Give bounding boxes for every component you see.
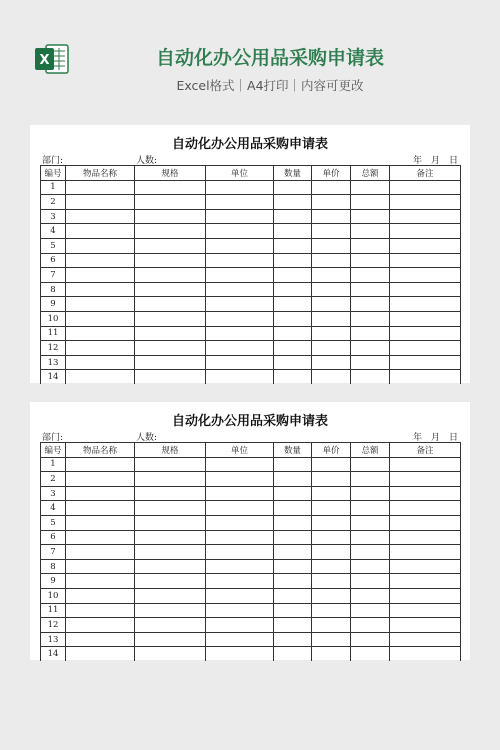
table-cell: [274, 355, 312, 370]
col-number-header: 编号: [41, 443, 66, 458]
table-cell: [312, 282, 351, 297]
row-number-cell: 5: [41, 238, 66, 253]
table-cell: [135, 501, 206, 516]
table-cell: [206, 588, 274, 603]
table-cell: [390, 253, 461, 268]
table-row: [41, 559, 461, 574]
table-row: [41, 515, 461, 530]
row-number-cell: 10: [41, 588, 66, 603]
table-cell: [135, 574, 206, 589]
table-cell: [206, 180, 274, 195]
people-count-label: 人数:: [136, 156, 158, 166]
row-number-cell: 9: [41, 574, 66, 589]
table-cell: [390, 632, 461, 647]
table-cell: [351, 545, 390, 560]
table-cell: [135, 311, 206, 326]
table-cell: [274, 559, 312, 574]
table-cell: [351, 472, 390, 487]
table-cell: [66, 457, 135, 472]
table-header-row: [41, 443, 461, 458]
table-cell: [351, 224, 390, 239]
row-number-cell: 6: [41, 253, 66, 268]
table-row: [41, 326, 461, 341]
table-cell: [274, 501, 312, 516]
table-cell: [206, 209, 274, 224]
table-cell: [135, 326, 206, 341]
table-cell: [206, 253, 274, 268]
table-cell: [274, 632, 312, 647]
table-cell: [135, 603, 206, 618]
row-number-cell: 11: [41, 603, 66, 618]
table-cell: [312, 501, 351, 516]
table-cell: [135, 209, 206, 224]
table-cell: [135, 588, 206, 603]
table-cell: [390, 647, 461, 661]
col-spec-header: 规格: [135, 166, 206, 181]
table-cell: [312, 530, 351, 545]
table-cell: [351, 209, 390, 224]
row-number-cell: 7: [41, 545, 66, 560]
table-cell: [274, 515, 312, 530]
table-cell: [206, 545, 274, 560]
form-sheet-2: [30, 402, 470, 660]
table-cell: [66, 224, 135, 239]
row-number-cell: 2: [41, 472, 66, 487]
page-header: [0, 0, 500, 110]
table-cell: [351, 311, 390, 326]
table-cell: [390, 530, 461, 545]
table-cell: [312, 588, 351, 603]
table-cell: [135, 618, 206, 633]
row-number-cell: 12: [41, 618, 66, 633]
table-cell: [390, 370, 461, 384]
row-number-cell: 11: [41, 326, 66, 341]
table-cell: [351, 618, 390, 633]
table-cell: [135, 370, 206, 384]
table-cell: [135, 457, 206, 472]
table-cell: [135, 355, 206, 370]
table-cell: [351, 355, 390, 370]
table-cell: [135, 180, 206, 195]
table-row: [41, 618, 461, 633]
table-cell: [66, 574, 135, 589]
table-cell: [312, 603, 351, 618]
table-cell: [351, 530, 390, 545]
table-header-row: [41, 166, 461, 181]
table-cell: [135, 238, 206, 253]
table-cell: [351, 603, 390, 618]
table-cell: [206, 224, 274, 239]
table-cell: [135, 545, 206, 560]
table-cell: [66, 341, 135, 356]
table-cell: [66, 180, 135, 195]
table-cell: [135, 472, 206, 487]
table-cell: [274, 603, 312, 618]
table-row: [41, 180, 461, 195]
table-cell: [66, 559, 135, 574]
table-cell: [274, 341, 312, 356]
table-cell: [66, 282, 135, 297]
table-cell: [351, 268, 390, 283]
table-cell: [274, 545, 312, 560]
date-label: 年 月 日: [412, 156, 458, 166]
table-cell: [274, 238, 312, 253]
table-cell: [312, 472, 351, 487]
row-number-cell: 8: [41, 282, 66, 297]
col-quantity-header: 数量: [274, 166, 312, 181]
table-row: [41, 209, 461, 224]
col-total-header: 总额: [351, 443, 390, 458]
table-cell: [206, 559, 274, 574]
row-number-cell: 7: [41, 268, 66, 283]
table-cell: [274, 370, 312, 384]
table-cell: [312, 180, 351, 195]
page-title: 自动化办公用品采购申请表: [155, 47, 384, 69]
table-cell: [66, 603, 135, 618]
table-cell: [206, 486, 274, 501]
col-quantity-header: 数量: [274, 443, 312, 458]
purchase-table: [40, 442, 461, 661]
col-remarks-header: 备注: [390, 166, 461, 181]
table-cell: [274, 209, 312, 224]
table-cell: [66, 618, 135, 633]
table-cell: [66, 238, 135, 253]
table-cell: [274, 618, 312, 633]
table-cell: [66, 209, 135, 224]
table-cell: [312, 311, 351, 326]
table-cell: [312, 297, 351, 312]
table-cell: [390, 588, 461, 603]
table-cell: [274, 530, 312, 545]
table-cell: [312, 370, 351, 384]
table-cell: [206, 355, 274, 370]
table-cell: [206, 297, 274, 312]
table-cell: [206, 268, 274, 283]
row-number-cell: 3: [41, 209, 66, 224]
table-cell: [135, 632, 206, 647]
table-cell: [390, 180, 461, 195]
table-cell: [66, 588, 135, 603]
form-sheet-1: [30, 125, 470, 383]
table-cell: [66, 195, 135, 210]
table-cell: [390, 224, 461, 239]
department-label: 部门:: [42, 433, 64, 443]
table-cell: [312, 545, 351, 560]
table-cell: [390, 618, 461, 633]
table-cell: [312, 647, 351, 661]
row-number-cell: 6: [41, 530, 66, 545]
table-cell: [351, 326, 390, 341]
table-cell: [135, 530, 206, 545]
table-cell: [135, 647, 206, 661]
table-cell: [206, 472, 274, 487]
table-cell: [135, 297, 206, 312]
table-cell: [206, 238, 274, 253]
table-cell: [312, 559, 351, 574]
table-cell: [312, 341, 351, 356]
table-cell: [312, 515, 351, 530]
table-cell: [351, 238, 390, 253]
col-number-header: 编号: [41, 166, 66, 181]
table-cell: [66, 297, 135, 312]
table-cell: [390, 515, 461, 530]
department-label: 部门:: [42, 156, 64, 166]
row-number-cell: 12: [41, 341, 66, 356]
table-row: [41, 632, 461, 647]
table-row: [41, 574, 461, 589]
table-row: [41, 341, 461, 356]
table-cell: [274, 486, 312, 501]
table-cell: [312, 253, 351, 268]
table-cell: [135, 341, 206, 356]
table-cell: [390, 238, 461, 253]
table-cell: [390, 268, 461, 283]
table-cell: [66, 501, 135, 516]
table-row: [41, 224, 461, 239]
table-cell: [274, 588, 312, 603]
date-label: 年 月 日: [412, 433, 458, 443]
row-number-cell: 10: [41, 311, 66, 326]
row-number-cell: 8: [41, 559, 66, 574]
table-cell: [390, 297, 461, 312]
table-cell: [390, 282, 461, 297]
table-cell: [274, 574, 312, 589]
table-cell: [351, 515, 390, 530]
table-cell: [312, 326, 351, 341]
table-cell: [135, 195, 206, 210]
table-row: [41, 603, 461, 618]
table-cell: [66, 632, 135, 647]
table-row: [41, 545, 461, 560]
table-cell: [206, 632, 274, 647]
table-cell: [274, 457, 312, 472]
table-cell: [312, 486, 351, 501]
col-unit-header: 单位: [206, 166, 274, 181]
table-cell: [312, 268, 351, 283]
table-cell: [66, 268, 135, 283]
row-number-cell: 14: [41, 370, 66, 384]
table-cell: [274, 180, 312, 195]
table-cell: [66, 647, 135, 661]
table-cell: [66, 515, 135, 530]
table-cell: [206, 603, 274, 618]
col-total-header: 总额: [351, 166, 390, 181]
table-cell: [312, 618, 351, 633]
col-remarks-header: 备注: [390, 443, 461, 458]
table-cell: [351, 647, 390, 661]
table-cell: [274, 195, 312, 210]
table-cell: [312, 195, 351, 210]
table-cell: [206, 370, 274, 384]
col-item-name-header: 物品名称: [66, 443, 135, 458]
table-cell: [390, 545, 461, 560]
table-cell: [390, 603, 461, 618]
table-cell: [66, 355, 135, 370]
table-row: [41, 501, 461, 516]
table-cell: [351, 632, 390, 647]
table-cell: [390, 486, 461, 501]
table-cell: [312, 457, 351, 472]
table-row: [41, 457, 461, 472]
table-cell: [351, 588, 390, 603]
table-row: [41, 370, 461, 384]
table-cell: [351, 574, 390, 589]
col-unit-price-header: 单价: [312, 166, 351, 181]
row-number-cell: 3: [41, 486, 66, 501]
table-cell: [351, 486, 390, 501]
table-cell: [274, 311, 312, 326]
table-cell: [135, 486, 206, 501]
people-count-label: 人数:: [136, 433, 158, 443]
table-cell: [390, 195, 461, 210]
table-cell: [135, 253, 206, 268]
col-unit-header: 单位: [206, 443, 274, 458]
table-cell: [312, 224, 351, 239]
table-cell: [390, 311, 461, 326]
table-row: [41, 282, 461, 297]
table-cell: [390, 326, 461, 341]
table-cell: [274, 297, 312, 312]
table-cell: [206, 501, 274, 516]
purchase-table: [40, 165, 461, 384]
table-cell: [66, 530, 135, 545]
table-row: [41, 588, 461, 603]
row-number-cell: 13: [41, 355, 66, 370]
table-cell: [312, 632, 351, 647]
table-cell: [390, 341, 461, 356]
table-cell: [390, 574, 461, 589]
table-cell: [206, 530, 274, 545]
table-cell: [390, 457, 461, 472]
table-cell: [274, 472, 312, 487]
table-cell: [206, 326, 274, 341]
table-cell: [135, 268, 206, 283]
table-cell: [351, 341, 390, 356]
row-number-cell: 4: [41, 501, 66, 516]
table-cell: [206, 574, 274, 589]
table-cell: [66, 253, 135, 268]
table-cell: [390, 209, 461, 224]
table-cell: [312, 355, 351, 370]
table-cell: [206, 311, 274, 326]
page-subtitle: Excel格式｜A4打印｜内容可更改: [176, 78, 364, 93]
col-spec-header: 规格: [135, 443, 206, 458]
row-number-cell: 1: [41, 180, 66, 195]
table-cell: [312, 238, 351, 253]
table-cell: [351, 370, 390, 384]
row-number-cell: 1: [41, 457, 66, 472]
row-number-cell: 2: [41, 195, 66, 210]
table-cell: [135, 515, 206, 530]
row-number-cell: 4: [41, 224, 66, 239]
table-cell: [135, 282, 206, 297]
table-cell: [206, 282, 274, 297]
table-cell: [274, 224, 312, 239]
sheet-title: 自动化办公用品采购申请表: [171, 414, 328, 429]
table-cell: [135, 224, 206, 239]
table-cell: [135, 559, 206, 574]
table-cell: [206, 195, 274, 210]
table-cell: [312, 574, 351, 589]
table-cell: [390, 472, 461, 487]
table-row: [41, 238, 461, 253]
table-cell: [66, 472, 135, 487]
table-row: [41, 355, 461, 370]
table-cell: [390, 355, 461, 370]
table-cell: [66, 311, 135, 326]
table-cell: [274, 253, 312, 268]
logo-letter: X: [39, 53, 50, 68]
col-item-name-header: 物品名称: [66, 166, 135, 181]
table-cell: [206, 618, 274, 633]
row-number-cell: 14: [41, 647, 66, 661]
table-cell: [274, 268, 312, 283]
table-cell: [351, 180, 390, 195]
row-number-cell: 5: [41, 515, 66, 530]
table-row: [41, 268, 461, 283]
table-cell: [274, 282, 312, 297]
table-cell: [274, 647, 312, 661]
table-cell: [351, 297, 390, 312]
table-cell: [66, 545, 135, 560]
table-cell: [66, 370, 135, 384]
sheet-title: 自动化办公用品采购申请表: [171, 137, 328, 152]
table-row: [41, 311, 461, 326]
col-unit-price-header: 单价: [312, 443, 351, 458]
table-cell: [351, 282, 390, 297]
table-row: [41, 472, 461, 487]
table-cell: [66, 486, 135, 501]
table-cell: [206, 647, 274, 661]
table-row: [41, 253, 461, 268]
table-cell: [390, 501, 461, 516]
table-cell: [351, 195, 390, 210]
table-cell: [206, 457, 274, 472]
table-cell: [66, 326, 135, 341]
table-cell: [206, 515, 274, 530]
table-cell: [351, 457, 390, 472]
table-cell: [390, 559, 461, 574]
table-cell: [312, 209, 351, 224]
table-cell: [274, 326, 312, 341]
table-row: [41, 647, 461, 661]
table-cell: [351, 501, 390, 516]
table-cell: [351, 253, 390, 268]
row-number-cell: 9: [41, 297, 66, 312]
table-row: [41, 297, 461, 312]
row-number-cell: 13: [41, 632, 66, 647]
table-cell: [206, 341, 274, 356]
table-row: [41, 486, 461, 501]
table-cell: [351, 559, 390, 574]
table-row: [41, 530, 461, 545]
table-row: [41, 195, 461, 210]
